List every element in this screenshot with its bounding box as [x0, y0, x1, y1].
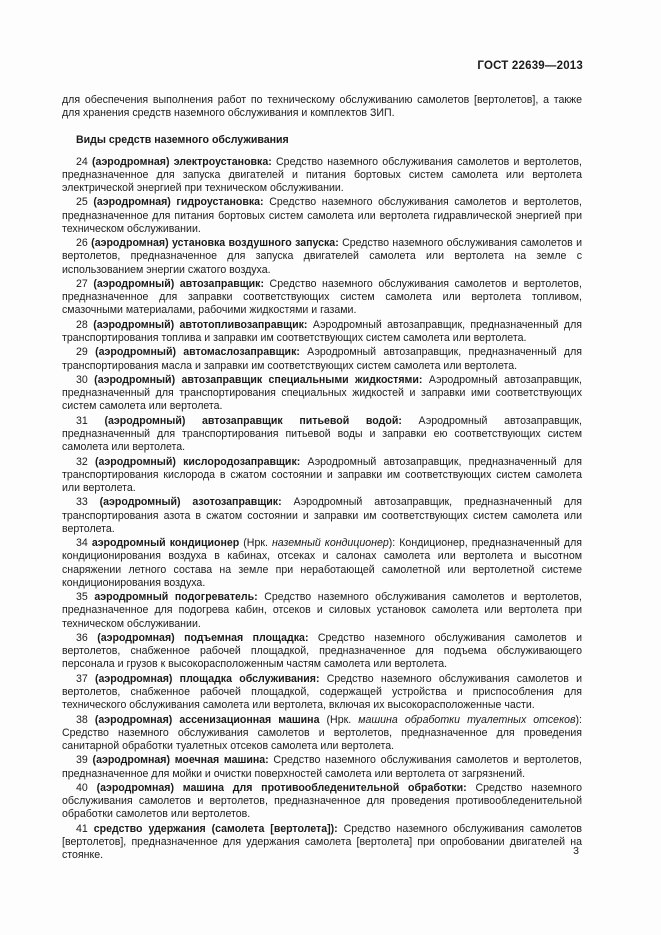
term-entry	[62, 823, 582, 863]
term-name: (аэродромный) автозаправщик питьевой водой:	[104, 414, 402, 427]
term-name: (аэродромная) гидроустановка:	[93, 196, 264, 209]
term-definition: Средство наземного обслуживания самолетов и вертолетов, предназначенное для проведения противообледенительной обработки самолетов или вертолетов.	[62, 781, 582, 821]
term-number: 28	[76, 318, 94, 331]
term-definition: Средство наземного обслуживания самолетов и вертолетов, предназначенное для заправки соответствующих систем самолета или вертолета топливом, смазочными материалами, рабочими жидкостями и газами.	[62, 278, 582, 317]
term-name: (аэродромный) автозаправщик специальными жидкостями:	[94, 373, 423, 386]
term-definition: Средство наземного обслуживания самолетов и вертолетов, предназначенное для подогрева кабин, отсеков и силовых установок самолета или вертолета при техническом обслуживании.	[62, 591, 583, 630]
term-number: 29	[76, 346, 96, 359]
term-entry	[62, 782, 582, 822]
term-number: 34	[76, 537, 92, 550]
term-name: аэродромный кондиционер	[91, 537, 240, 550]
term-number: 39	[76, 754, 93, 767]
term-definition: Средство наземного обслуживания самолетов и вертолетов, предназначенное для запуска двигателей самолета или вертолета на земле с использованием энергии сжатого воздуха.	[62, 237, 583, 276]
term-definition: Средство наземного обслуживания самолетов и вертолетов, предназначенное для питания бортовых систем самолета или вертолета гидравлической энергией при техническом обслуживании.	[62, 196, 582, 235]
term-definition: Средство наземного обслуживания самолетов и вертолетов, предназначенное для запуска двигателей и питания бортовых систем самолета или вертолета электрической энергией при техническом обслуживании.	[62, 155, 582, 195]
term-name: (аэродромная) моечная машина:	[92, 754, 269, 767]
term-entry	[62, 714, 582, 754]
term-name: (аэродромный) азотозаправщик:	[99, 496, 282, 509]
term-definition: Средство наземного обслуживания самолетов [вертолетов], предназначенное для удержания самолета [вертолета] при опробовании двигателей на стоянке.	[62, 822, 582, 862]
term-number: 32	[76, 455, 95, 468]
term-number: 27	[76, 278, 94, 290]
term-name: (аэродромный) автозаправщик:	[93, 278, 265, 290]
term-name: (аэродромная) установка воздушного запуска:	[91, 237, 339, 250]
term-entry	[62, 537, 582, 590]
term-number: 31	[76, 414, 105, 427]
term-name: (аэродромный) автомаслозаправщик:	[95, 346, 300, 359]
term-entry	[62, 278, 582, 318]
term-definition: Аэродромный автозаправщик, предназначенный для транспортирования питьевой воды и заправки ею соответствующих систем самолета или вертолета.	[62, 414, 582, 454]
term-entry	[62, 415, 582, 455]
term-entry	[62, 456, 582, 496]
term-number: 30	[76, 373, 95, 386]
non-recommended-synonym: машина обработки туалетных отсеков	[358, 713, 576, 726]
term-entry	[62, 319, 582, 345]
term-definition: Средство наземного обслуживания самолетов и вертолетов, предназначенное для проведения санитарной обработки туалетных отсеков самолета или вертолета.	[62, 726, 582, 752]
term-entry	[62, 754, 582, 780]
term-name: аэродромный подогреватель:	[94, 591, 258, 604]
term-definition: Кондиционер, предназначенный для кондиционирования воздуха в кабинах, отсеках и салонах самолета или вертолета и высотном снаряжении летного состава на земле при неработающей самолетной или вертолетной системе кондиционирования воздуха.	[62, 537, 582, 589]
term-definition: Аэродромный автозаправщик, предназначенный для транспортирования кислорода в сжатом состоянии и заправки им соответствующих систем самолета или вертолета.	[62, 455, 582, 494]
term-number: 24	[76, 155, 93, 168]
term-entry	[62, 591, 582, 631]
term-definition: Средство наземного обслуживания самолетов и вертолетов, предназначенное для мойки и очистки поверхностей самолета или вертолета от загрязнений.	[62, 754, 582, 780]
term-number: 35	[76, 591, 95, 604]
non-recommended-synonym: наземный кондиционер	[271, 537, 389, 550]
term-definition: Средство наземного обслуживания самолетов и вертолетов, снабженное рабочей площадкой, содержащей устройства и приспособления для технического обслуживания самолета или вертолета, включая их высокорасположенные части.	[62, 672, 582, 712]
term-entry	[62, 237, 582, 277]
term-entry	[62, 496, 582, 536]
term-definition: Аэродромный автозаправщик, предназначенный для транспортирования топлива и заправки им соответствующих систем самолета или вертолета.	[62, 318, 583, 344]
term-entry	[62, 673, 582, 713]
term-entry	[62, 632, 582, 672]
term-name: (аэродромная) ассенизационная машина	[94, 713, 320, 726]
term-entry	[62, 156, 582, 196]
term-number: 25	[76, 196, 94, 209]
term-definition: Средство наземного обслуживания самолетов и вертолетов, снабженное рабочей площадкой, предназначенное для подъема обслуживающего персонала и грузов к высокорасположенным частям самолета или вертолета.	[62, 631, 582, 671]
page-number: 3	[573, 845, 579, 857]
term-number: 36	[76, 631, 98, 644]
term-name: (аэродромный) кислородозаправщик:	[94, 455, 301, 468]
synonym-prefix: (Нрк.	[319, 713, 359, 726]
term-name: (аэродромный) автотопливозаправщик:	[93, 318, 308, 331]
term-name: (аэродромная) подъемная площадка:	[97, 631, 309, 644]
term-number: 33	[76, 496, 100, 509]
synonym-suffix: ):	[388, 537, 396, 550]
synonym-prefix: (Нрк.	[239, 537, 272, 550]
term-definition: Аэродромный автозаправщик, предназначенный для транспортирования масла и заправки им соответствующих систем самолета или вертолета.	[62, 346, 583, 372]
term-name: (аэродромная) площадка обслуживания:	[95, 672, 320, 685]
term-entry	[62, 346, 582, 372]
term-name: (аэродромная) электроустановка:	[92, 155, 272, 168]
term-number: 40	[76, 781, 97, 794]
term-definition: Аэродромный автозаправщик, предназначенный для транспортирования специальных жидкостей и заправки ими соответствующих систем самолета или вертолета.	[62, 373, 582, 413]
term-number: 41	[76, 822, 94, 835]
intro-paragraph: для обеспечения выполнения работ по техническому обслуживанию самолетов [вертолетов], а также для хранения средств наземного обслуживания и комплектов ЗИП.	[62, 94, 582, 120]
section-title: Виды средств наземного обслуживания	[76, 134, 289, 147]
term-definition: Аэродромный автозаправщик, предназначенный для транспортирования азота в сжатом состоянии и заправки им соответствующих систем самолета или вертолета.	[62, 496, 582, 535]
synonym-suffix: ):	[575, 713, 582, 726]
term-number: 38	[76, 713, 95, 726]
term-entry	[62, 374, 582, 414]
term-list	[62, 156, 582, 863]
term-name: средство удержания (самолета [вертолета]):	[93, 822, 338, 835]
term-number: 26	[76, 237, 92, 250]
term-number: 37	[76, 672, 96, 685]
term-name: (аэродромная) машина для противообледенительной обработки:	[96, 781, 467, 794]
term-entry	[62, 196, 582, 236]
document-body	[62, 94, 582, 864]
document-header: ГОСТ 22639—2013	[477, 60, 583, 72]
